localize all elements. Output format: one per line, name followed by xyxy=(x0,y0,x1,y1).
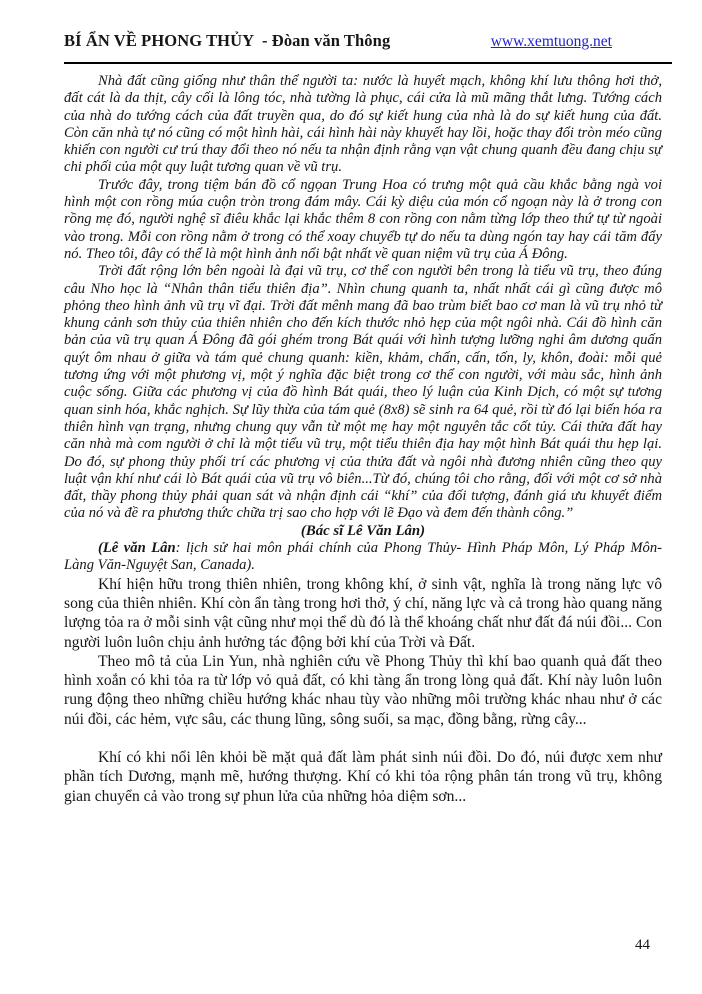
citation-author: (Lê văn Lân xyxy=(98,540,176,557)
page-footer xyxy=(635,937,650,954)
page-header xyxy=(0,0,702,51)
quoted-paragraph-3: Trời đất rộng lớn bên ngoài là đại vũ trụ, cơ thể con người bên trong là tiểu vũ trụ, theo đúng câu Nho học là “Nhân thân tiểu thiên địa”. Nhìn chung quanh ta, nhất nhất cái gì cũng được mô phỏng theo hình ảnh vũ trụ vĩ đại. Trời đất mênh mang đã bao trùm biết bao cơ man là vũ trụ nhỏ từ khung cảnh sơn thủy của thiên nhiên cho đến kích thước nhỏ hẹp của một ngôi nhà. Cái đồ hình căn bản của vũ trụ quan Á Đông đã gói ghém trong Bát quái với hình tượng lưỡng nghi âm dương quấn quýt ôm nhau ở giữa và tám quẻ chung quanh: kiền, khảm, chấn, cấn, tốn, ly, khôn, đoài: mỗi quẻ tương ứng với một phương vị, một ý nghĩa đặc biệt trong cơ thể con người, với màu sắc, hình ảnh cuộc sống. Giữa các phương vị của đồ hình Bát quái, theo lý luận của Kinh Dịch, có một sự tương quan sinh hóa, khắc nghịch. Sự lũy thừa của tám quẻ (8x8) sẽ sinh ra 64 quẻ, rồi từ đó lại biến hóa ra thiên hình vạn trạng, nhưng chung quy vẫn từ một mẹ hay một nguyên tắc cốt tủy. Cái thửa đất hay căn nhà mà com người ở chỉ là một tiểu vũ trụ, một tiểu thiên địa hay một hình Bát quái thu hẹp lại. Do đó, sự phong thủy phối trí các phương vị của thửa đất và ngôi nhà đương nhiên cũng theo quy luật vận khí như cái lò Bát quái của vũ trụ vô biên...Từ đó, chúng tôi cho rằng, đối với một cơ sở nhà đất, thầy phong thủy phải quan sát và nhận định cái “khí” của đối tượng, đánh giá ưu khuyết điểm của nó và đề ra phương thức chữa trị sao cho hợp với lẽ Đạo và đem đến thành công.” xyxy=(64,263,662,522)
header-divider xyxy=(64,62,672,64)
website-link[interactable]: www.xemtuong.net xyxy=(490,33,612,50)
citation-line xyxy=(64,540,662,575)
body-paragraph-1: Khí hiện hữu trong thiên nhiên, trong không khí, ở sinh vật, nghĩa là trong năng lực vô song của thiên nhiên. Khí còn ẩn tàng trong hơi thở, ý chí, năng lực và cả trong hào quang năng lượng tỏa ra ở mỗi sinh vật cũng như mọi thể dù đó là thể khoáng chất như đất đá núi đồi... Con người luôn luôn chịu ảnh hưởng tác động bởi khí của Trời và Đất. xyxy=(64,575,662,651)
body-paragraph-2: Theo mô tả của Lin Yun, nhà nghiên cứu về Phong Thủy thì khí bao quanh quả đất theo hình xoắn có khi tỏa ra từ lớp vỏ quả đất, có khi tàng ẩn trong lòng quả đất. Khí này luôn luôn rung động theo những chiều hướng khác nhau tùy vào những môi trường khác nhau như ở các núi đồi, các hẻm, vực sâu, các thung lũng, sông suối, sa mạc, đồng bằng, rừng cây... xyxy=(64,652,662,728)
attribution-line: (Bác sĩ Lê Văn Lân) xyxy=(300,522,426,539)
body-paragraph-3: Khí có khi nổi lên khỏi bề mặt quả đất làm phát sinh núi đồi. Do đó, núi được xem như phần tích Dương, mạnh mẽ, hướng thượng. Khí có khi tỏa rộng phân tán trong vũ trụ, không gian chuyển cả vào trong sự phun lửa của những hỏa diệm sơn... xyxy=(64,748,662,805)
page-number: 44 xyxy=(635,937,650,953)
quoted-paragraph-2: Trước đây, trong tiệm bán đồ cổ ngọan Trung Hoa có trưng một quả cầu khắc bằng ngà voi hình một con rồng múa cuộn tròn trong đám mây. Cái kỳ diệu của món cổ ngoạn này là ở trong con rồng mẹ đó, người nghệ sĩ điêu khắc lại khắc thêm 8 con rồng con nằm từng lớp theo thứ tự từ ngoài vào trong. Mỗi con rồng nằm ở trong có thể xoay chuyểb tự do nếu ta dùng ngón tay hay cái tăm đẩy nó. Theo tôi, đây có thể là một hình ảnh nổi bật nhất về quan niệm vũ trụ của Á Đông. xyxy=(64,176,662,262)
quoted-paragraph-1: Nhà đất cũng giống như thân thể người ta: nước là huyết mạch, không khí lưu thông hơi thở, đất cát là da thịt, cây cối là lông tóc, nhà tường là phục, cái cửa là mũ mãng thắt lưng. Tướng cách của nhà do tướng cách của đất truyền qua, do đó sự kiết hung của nhà là do sự kiết hung của đất. Còn căn nhà tự nó cũng có một hình hài, cái hình hài này khuyết hay lồi, hoặc thay đổi tròn méo cũng khiến con người cư trú thay đổi theo nó nếu ta nhận định rằng vạn vật chung quanh đều đang chịu sự chi phối của một quy luật tương quan về vũ trụ. xyxy=(64,73,662,176)
citation-source: : lịch sử hai môn phái chính của Phong Thủy- Hình Pháp Môn, Lý Pháp Môn- Làng Văn-Nguyệt San, Canada). xyxy=(64,540,662,574)
page-body xyxy=(64,73,662,806)
book-title: BÍ ẨN VỀ PHONG THỦY - Đòan văn Thông xyxy=(64,31,391,50)
